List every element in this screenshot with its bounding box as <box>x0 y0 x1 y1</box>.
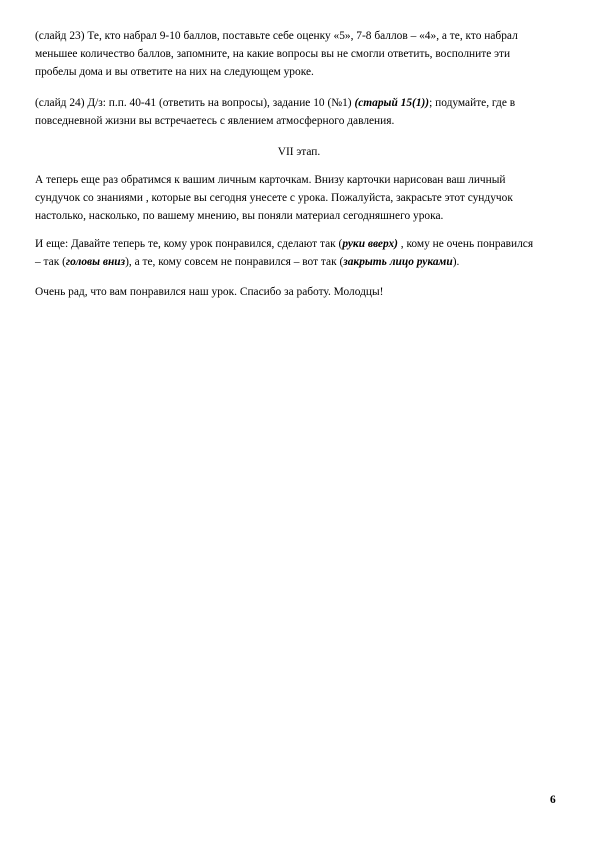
page-number: 6 <box>550 794 556 806</box>
text-line: повседневной жизни вы встречаетесь с явлением атмосферного давления. <box>35 115 395 127</box>
text-line: сундучок со знаниями , которые вы сегодня унесете с урока. Пожалуйста, закрасьте этот сундучок <box>35 192 513 204</box>
text-line <box>35 94 563 112</box>
text-line: А теперь еще раз обратимся к вашим личным карточкам. Внизу карточки нарисован ваш личный <box>35 174 506 186</box>
text-segment: И еще: Давайте теперь те, кому урок понравился, сделают так ( <box>35 238 343 250</box>
emphasis-text: (старый 15(1)) <box>354 97 430 109</box>
paragraph-closing <box>35 283 563 301</box>
emphasis-text: головы вниз <box>65 256 126 268</box>
text-line: Очень рад, что вам понравился наш урок. Спасибо за работу. Молодцы! <box>35 286 384 298</box>
emphasis-text: руки вверх) <box>342 238 398 250</box>
text-segment: ; подумайте, где в <box>429 97 516 109</box>
text-segment: ), а те, кому совсем не понравился – вот так ( <box>125 256 344 268</box>
text-line: настолько, насколько, по вашему мнению, вы поняли материал сегодняшнего урока. <box>35 210 444 222</box>
text-segment: , кому не очень понравился <box>397 238 534 250</box>
text-line: (слайд 23) Те, кто набрал 9-10 баллов, поставьте себе оценку «5», 7-8 баллов – «4», а те, кто набрал <box>35 30 518 42</box>
text-segment: (слайд 24) Д/з: п.п. 40-41 (ответить на вопросы), задание 10 (№1) <box>35 97 355 109</box>
text-line <box>35 235 563 253</box>
document-page <box>35 27 563 301</box>
paragraph-grades <box>35 27 563 81</box>
paragraph-feedback <box>35 235 563 271</box>
text-segment: – так ( <box>35 256 66 268</box>
text-segment: ). <box>452 256 460 268</box>
text-line: пробелы дома и вы ответите на них на следующем уроке. <box>35 66 314 78</box>
text-line: меньшее количество баллов, запомните, на какие вопросы вы не смогли ответить, восполните эти <box>35 48 511 60</box>
section-heading: VII этап. <box>277 146 321 158</box>
paragraph-cards <box>35 171 563 225</box>
paragraph-homework <box>35 94 563 130</box>
text-line <box>35 253 563 271</box>
emphasis-text: закрыть лицо руками <box>343 256 453 268</box>
